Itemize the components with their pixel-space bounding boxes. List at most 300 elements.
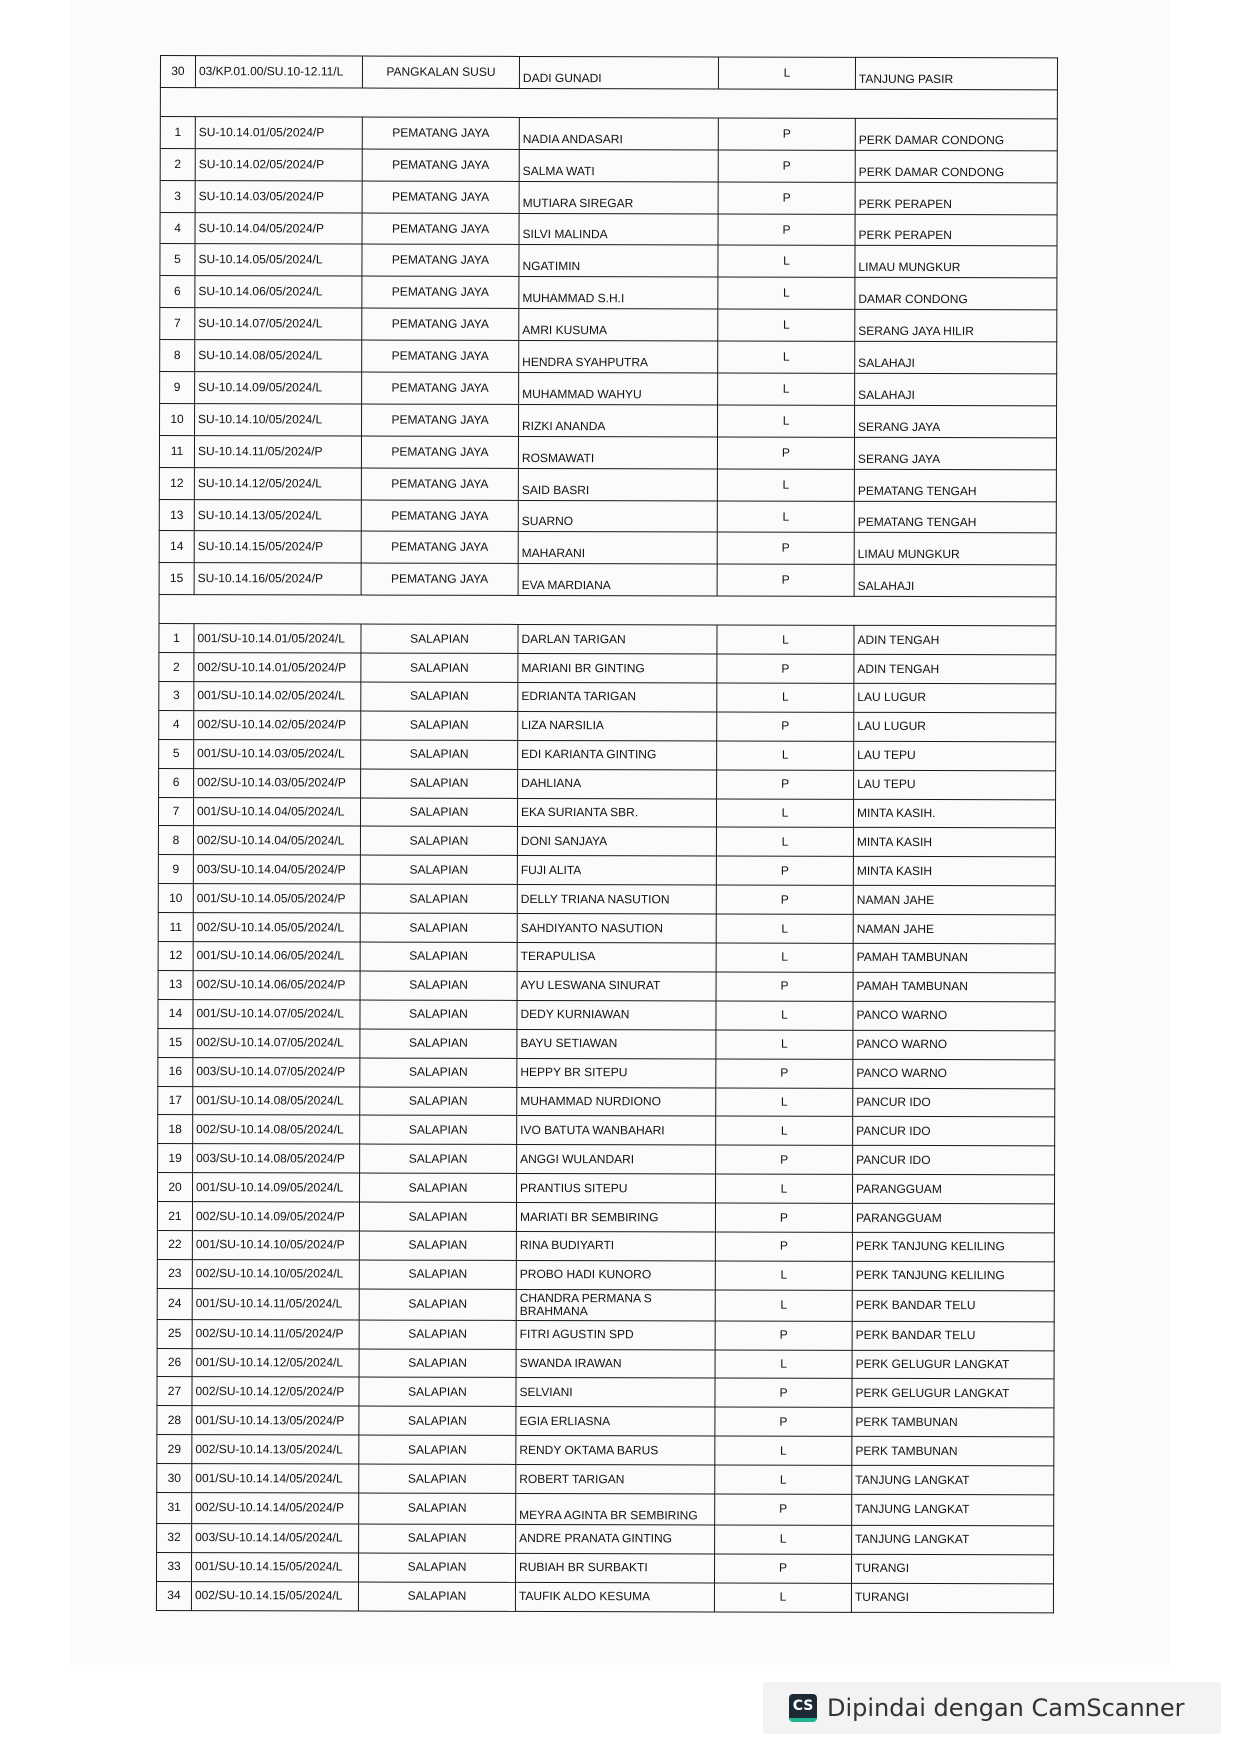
registration-number-cell: SU-10.14.13/05/2024/L — [194, 499, 361, 531]
registration-number-cell: 002/SU-10.14.08/05/2024/L — [193, 1115, 360, 1144]
gender-cell: L — [716, 1030, 853, 1059]
gender-cell: L — [716, 914, 853, 943]
person-name-cell: SWANDA IRAWAN — [516, 1349, 715, 1378]
gender-cell: L — [718, 277, 855, 309]
kecamatan-cell: SALAPIAN — [359, 1464, 516, 1493]
kecamatan-cell: PEMATANG JAYA — [361, 531, 518, 563]
gender-cell: P — [715, 1203, 852, 1232]
registration-number-cell: SU-10.14.16/05/2024/P — [194, 563, 361, 595]
section-separator — [160, 87, 1057, 118]
table-row — [159, 710, 1056, 741]
row-number-cell: 3 — [160, 180, 195, 212]
table-row — [158, 826, 1055, 857]
gender-cell: P — [715, 1494, 852, 1525]
camscanner-watermark — [763, 1682, 1221, 1734]
village-cell: PERK TANJUNG KELILING — [852, 1232, 1054, 1261]
village-cell: TANJUNG LANGKAT — [852, 1494, 1054, 1525]
village-cell: LIMAU MUNGKUR — [855, 246, 1057, 278]
row-number-cell: 15 — [158, 1028, 193, 1057]
person-name-cell: ANDRE PRANATA GINTING — [516, 1524, 715, 1553]
person-name-cell: CHANDRA PERMANA S BRAHMANA — [516, 1289, 715, 1320]
village-cell: PANCUR IDO — [853, 1088, 1055, 1117]
kecamatan-cell: SALAPIAN — [359, 1320, 516, 1349]
person-name-cell: MUTIARA SIREGAR — [519, 181, 718, 213]
gender-cell: L — [717, 625, 854, 654]
kecamatan-cell: SALAPIAN — [360, 1058, 517, 1087]
person-name-cell: ROSMAWATI — [518, 436, 717, 468]
kecamatan-cell: PANGKALAN SUSU — [362, 56, 519, 88]
registration-number-cell: 001/SU-10.14.04/05/2024/L — [193, 797, 360, 826]
row-number-cell: 25 — [157, 1319, 192, 1348]
row-number-cell: 16 — [158, 1057, 193, 1086]
registration-number-cell: 002/SU-10.14.03/05/2024/P — [194, 768, 361, 797]
kecamatan-cell: SALAPIAN — [359, 1553, 516, 1582]
person-name-cell: MARIANI BR GINTING — [518, 654, 717, 683]
kecamatan-cell: SALAPIAN — [361, 740, 518, 769]
gender-cell: P — [717, 532, 854, 564]
registration-number-cell: SU-10.14.08/05/2024/L — [195, 340, 362, 372]
gender-cell: P — [717, 564, 854, 596]
kecamatan-cell: SALAPIAN — [360, 1115, 517, 1144]
gender-cell: L — [716, 1001, 853, 1030]
registration-number-cell: 001/SU-10.14.09/05/2024/L — [192, 1173, 359, 1202]
row-number-cell: 12 — [159, 467, 194, 499]
person-name-cell: AMRI KUSUMA — [519, 309, 718, 341]
person-name-cell: DELLY TRIANA NASUTION — [517, 885, 716, 914]
section-separator — [159, 595, 1056, 626]
gender-cell: L — [718, 405, 855, 437]
person-name-cell: ANGGI WULANDARI — [517, 1145, 716, 1174]
table-row — [158, 855, 1055, 886]
person-name-cell: MUHAMMAD S.H.I — [519, 277, 718, 309]
village-cell: SERANG JAYA — [854, 437, 1056, 469]
gender-cell: L — [715, 1465, 852, 1494]
village-cell: PERK BANDAR TELU — [852, 1321, 1054, 1350]
village-cell: TANJUNG PASIR — [855, 57, 1057, 89]
table-row — [158, 1115, 1055, 1146]
table-row — [160, 212, 1057, 246]
row-number-cell: 19 — [158, 1144, 193, 1173]
row-number-cell: 17 — [158, 1086, 193, 1115]
row-number-cell: 11 — [158, 913, 193, 942]
kecamatan-cell: SALAPIAN — [359, 1406, 516, 1435]
village-cell: LAU TEPU — [854, 770, 1056, 799]
table-row — [158, 942, 1055, 973]
kecamatan-cell: PEMATANG JAYA — [362, 276, 519, 308]
person-name-cell: DARLAN TARIGAN — [518, 625, 717, 654]
row-number-cell: 23 — [157, 1259, 192, 1288]
row-number-cell: 22 — [157, 1230, 192, 1259]
row-number-cell: 21 — [157, 1202, 192, 1231]
separator-cell — [159, 595, 1056, 626]
row-number-cell: 29 — [157, 1435, 192, 1464]
table-row — [160, 148, 1057, 182]
watermark-label: Dipindai dengan CamScanner — [827, 1694, 1185, 1722]
gender-cell: P — [717, 770, 854, 799]
person-name-cell: SUARNO — [518, 500, 717, 532]
kecamatan-cell: SALAPIAN — [360, 942, 517, 971]
registration-number-cell: SU-10.14.05/05/2024/L — [195, 244, 362, 276]
row-number-cell: 26 — [157, 1348, 192, 1377]
row-number-cell: 3 — [159, 682, 194, 711]
registration-table — [156, 55, 1058, 1613]
kecamatan-cell: SALAPIAN — [359, 1493, 516, 1524]
registration-number-cell: 001/SU-10.14.01/05/2024/L — [194, 624, 361, 653]
kecamatan-cell: PEMATANG JAYA — [361, 436, 518, 468]
person-name-cell: RINA BUDIYARTI — [516, 1231, 715, 1260]
kecamatan-cell: SALAPIAN — [360, 1087, 517, 1116]
village-cell: SALAHAJI — [855, 373, 1057, 405]
registration-number-cell: 002/SU-10.14.15/05/2024/L — [191, 1581, 358, 1610]
table-row — [160, 116, 1057, 150]
person-name-cell: HENDRA SYAHPUTRA — [519, 341, 718, 373]
person-name-cell: SAHDIYANTO NASUTION — [517, 914, 716, 943]
row-number-cell: 5 — [159, 739, 194, 768]
person-name-cell: SALMA WATI — [519, 149, 718, 181]
kecamatan-cell: PEMATANG JAYA — [362, 244, 519, 276]
kecamatan-cell: SALAPIAN — [360, 798, 517, 827]
kecamatan-cell: SALAPIAN — [359, 1231, 516, 1260]
table-row — [159, 739, 1056, 770]
row-number-cell: 5 — [160, 244, 195, 276]
person-name-cell: TAUFIK ALDO KESUMA — [515, 1582, 714, 1611]
registration-number-cell: 003/SU-10.14.14/05/2024/L — [192, 1523, 359, 1552]
gender-cell: P — [716, 1145, 853, 1174]
village-cell: PERK GELUGUR LANGKAT — [852, 1350, 1054, 1379]
row-number-cell: 4 — [160, 212, 195, 244]
row-number-cell: 12 — [158, 942, 193, 971]
row-number-cell: 33 — [157, 1552, 192, 1581]
village-cell: TANJUNG LANGKAT — [852, 1465, 1054, 1494]
village-cell: MINTA KASIH. — [853, 799, 1055, 828]
person-name-cell: EDRIANTA TARIGAN — [518, 682, 717, 711]
gender-cell: L — [716, 799, 853, 828]
registration-number-cell: SU-10.14.02/05/2024/P — [195, 148, 362, 180]
person-name-cell: MEYRA AGINTA BR SEMBIRING — [516, 1493, 715, 1524]
registration-number-cell: 003/SU-10.14.04/05/2024/P — [193, 855, 360, 884]
kecamatan-cell: SALAPIAN — [359, 1377, 516, 1406]
table-row — [158, 1028, 1055, 1059]
village-cell: PERK GELUGUR LANGKAT — [852, 1379, 1054, 1408]
table-row — [159, 563, 1056, 597]
table-row — [158, 1144, 1055, 1175]
registration-number-cell: 002/SU-10.14.01/05/2024/P — [194, 653, 361, 682]
row-number-cell: 28 — [157, 1406, 192, 1435]
registration-number-cell: 002/SU-10.14.02/05/2024/P — [194, 711, 361, 740]
registration-number-cell: 002/SU-10.14.06/05/2024/P — [193, 971, 360, 1000]
row-number-cell: 7 — [158, 797, 193, 826]
gender-cell: L — [715, 1349, 852, 1378]
table-row — [157, 1348, 1054, 1379]
table-row — [157, 1523, 1054, 1554]
village-cell: NAMAN JAHE — [853, 886, 1055, 915]
row-number-cell: 6 — [160, 276, 195, 308]
person-name-cell: EGIA ERLIASNA — [516, 1407, 715, 1436]
gender-cell: L — [715, 1261, 852, 1290]
table-row — [158, 1057, 1055, 1088]
person-name-cell: MARIATI BR SEMBIRING — [516, 1202, 715, 1231]
row-number-cell: 8 — [158, 826, 193, 855]
kecamatan-cell: SALAPIAN — [361, 624, 518, 653]
kecamatan-cell: PEMATANG JAYA — [361, 563, 518, 595]
village-cell: SERANG JAYA — [855, 405, 1057, 437]
kecamatan-cell: SALAPIAN — [360, 884, 517, 913]
registration-number-cell: 002/SU-10.14.12/05/2024/P — [192, 1377, 359, 1406]
table-row — [159, 435, 1056, 469]
registration-number-cell: SU-10.14.15/05/2024/P — [194, 531, 361, 563]
registration-number-cell: SU-10.14.11/05/2024/P — [194, 435, 361, 467]
village-cell: SERANG JAYA HILIR — [855, 310, 1057, 342]
village-cell: PAMAH TAMBUNAN — [853, 943, 1055, 972]
table-row — [158, 913, 1055, 944]
person-name-cell: RENDY OKTAMA BARUS — [516, 1436, 715, 1465]
kecamatan-cell: PEMATANG JAYA — [361, 500, 518, 532]
table-row — [157, 1230, 1054, 1261]
table-row — [160, 403, 1057, 437]
gender-cell: P — [718, 214, 855, 246]
kecamatan-cell: SALAPIAN — [360, 1144, 517, 1173]
table-row — [157, 1464, 1054, 1495]
registration-number-cell: 001/SU-10.14.12/05/2024/L — [192, 1348, 359, 1377]
table-row — [157, 1377, 1054, 1408]
person-name-cell: MUHAMMAD WAHYU — [519, 372, 718, 404]
registration-number-cell: 03/KP.01.00/SU.10-12.11/L — [195, 56, 362, 88]
kecamatan-cell: SALAPIAN — [360, 1029, 517, 1058]
kecamatan-cell: PEMATANG JAYA — [362, 149, 519, 181]
row-number-cell: 34 — [156, 1581, 191, 1610]
person-name-cell: NADIA ANDASARI — [519, 117, 718, 149]
person-name-cell: DONI SANJAYA — [517, 827, 716, 856]
person-name-cell: MUHAMMAD NURDIONO — [517, 1087, 716, 1116]
kecamatan-cell: SALAPIAN — [360, 827, 517, 856]
kecamatan-cell: SALAPIAN — [361, 653, 518, 682]
village-cell: PANCO WARNO — [853, 1001, 1055, 1030]
village-cell: MINTA KASIH — [853, 828, 1055, 857]
table-row — [157, 1492, 1054, 1525]
row-number-cell: 13 — [158, 970, 193, 999]
table-row — [157, 1406, 1054, 1437]
gender-cell: L — [716, 1116, 853, 1145]
table-row — [157, 1259, 1054, 1290]
person-name-cell: PROBO HADI KUNORO — [516, 1260, 715, 1289]
gender-cell: P — [715, 1232, 852, 1261]
row-number-cell: 14 — [159, 531, 194, 563]
village-cell: PERK DAMAR CONDONG — [855, 150, 1057, 182]
village-cell: PERK TAMBUNAN — [852, 1408, 1054, 1437]
registration-number-cell: 002/SU-10.14.09/05/2024/P — [192, 1202, 359, 1231]
table-row — [158, 1086, 1055, 1117]
row-number-cell: 4 — [159, 710, 194, 739]
kecamatan-cell: SALAPIAN — [360, 1000, 517, 1029]
village-cell: PAMAH TAMBUNAN — [853, 972, 1055, 1001]
row-number-cell: 2 — [160, 148, 195, 180]
kecamatan-cell: SALAPIAN — [360, 971, 517, 1000]
registration-number-cell: SU-10.14.04/05/2024/P — [195, 212, 362, 244]
gender-cell: L — [718, 373, 855, 405]
row-number-cell: 24 — [157, 1288, 192, 1319]
person-name-cell: EDI KARIANTA GINTING — [518, 740, 717, 769]
person-name-cell: EVA MARDIANA — [518, 564, 717, 596]
table-row — [158, 970, 1055, 1001]
village-cell: SALAHAJI — [854, 565, 1056, 597]
village-cell: SALAHAJI — [855, 341, 1057, 373]
registration-number-cell: 001/SU-10.14.14/05/2024/L — [192, 1464, 359, 1493]
registration-number-cell: 003/SU-10.14.07/05/2024/P — [193, 1057, 360, 1086]
separator-cell — [160, 87, 1057, 118]
village-cell: PERK TANJUNG KELILING — [852, 1261, 1054, 1290]
gender-cell: L — [717, 469, 854, 501]
registration-number-cell: 002/SU-10.14.14/05/2024/P — [192, 1493, 359, 1524]
table-row — [159, 768, 1056, 799]
village-cell: MINTA KASIH — [853, 857, 1055, 886]
gender-cell: L — [715, 1436, 852, 1465]
village-cell: LAU LUGUR — [854, 712, 1056, 741]
gender-cell: P — [716, 885, 853, 914]
kecamatan-cell: SALAPIAN — [359, 1349, 516, 1378]
registration-number-cell: 001/SU-10.14.08/05/2024/L — [193, 1086, 360, 1115]
registration-number-cell: SU-10.14.09/05/2024/L — [195, 372, 362, 404]
village-cell: DAMAR CONDONG — [855, 278, 1057, 310]
table-row — [157, 1319, 1054, 1350]
kecamatan-cell: SALAPIAN — [359, 1173, 516, 1202]
registration-number-cell: SU-10.14.07/05/2024/L — [195, 308, 362, 340]
person-name-cell: LIZA NARSILIA — [518, 711, 717, 740]
table-row — [159, 531, 1056, 565]
person-name-cell: AYU LESWANA SINURAT — [517, 971, 716, 1000]
person-name-cell: DEDY KURNIAWAN — [517, 1000, 716, 1029]
row-number-cell: 2 — [159, 653, 194, 682]
village-cell: PARANGGUAM — [852, 1174, 1054, 1203]
person-name-cell: SELVIANI — [516, 1378, 715, 1407]
village-cell: ADIN TENGAH — [854, 654, 1056, 683]
gender-cell: L — [715, 1525, 852, 1554]
village-cell: PANCO WARNO — [853, 1030, 1055, 1059]
village-cell: TURANGI — [851, 1583, 1053, 1612]
gender-cell: P — [718, 182, 855, 214]
camscanner-logo-icon: CS — [789, 1694, 817, 1722]
registration-number-cell: SU-10.14.10/05/2024/L — [195, 403, 362, 435]
registration-number-cell: 002/SU-10.14.10/05/2024/L — [192, 1259, 359, 1288]
person-name-cell: NGATIMIN — [519, 245, 718, 277]
table-row — [157, 1288, 1054, 1321]
kecamatan-cell: PEMATANG JAYA — [362, 340, 519, 372]
gender-cell: L — [716, 827, 853, 856]
person-name-cell: PRANTIUS SITEPU — [516, 1174, 715, 1203]
kecamatan-cell: SALAPIAN — [359, 1289, 516, 1320]
kecamatan-cell: PEMATANG JAYA — [361, 468, 518, 500]
registration-number-cell: SU-10.14.03/05/2024/P — [195, 180, 362, 212]
table-row — [159, 624, 1056, 655]
kecamatan-cell: PEMATANG JAYA — [362, 117, 519, 149]
village-cell: PEMATANG TENGAH — [854, 501, 1056, 533]
kecamatan-cell: SALAPIAN — [360, 855, 517, 884]
village-cell: PERK DAMAR CONDONG — [855, 118, 1057, 150]
gender-cell: L — [717, 683, 854, 712]
row-number-cell: 6 — [159, 768, 194, 797]
gender-cell: L — [718, 309, 855, 341]
registration-number-cell: 001/SU-10.14.07/05/2024/L — [193, 999, 360, 1028]
gender-cell: L — [714, 1583, 851, 1612]
person-name-cell: DADI GUNADI — [519, 56, 718, 88]
gender-cell: L — [718, 57, 855, 89]
kecamatan-cell: PEMATANG JAYA — [362, 181, 519, 213]
table-row — [156, 1581, 1053, 1612]
table-row — [160, 56, 1057, 90]
person-name-cell: FUJI ALITA — [517, 856, 716, 885]
village-cell: PANCUR IDO — [853, 1146, 1055, 1175]
registration-number-cell: 002/SU-10.14.05/05/2024/L — [193, 913, 360, 942]
table-row — [159, 682, 1056, 713]
registration-number-cell: 001/SU-10.14.11/05/2024/L — [192, 1288, 359, 1319]
gender-cell: L — [717, 741, 854, 770]
gender-cell: L — [718, 245, 855, 277]
row-number-cell: 9 — [158, 855, 193, 884]
row-number-cell: 27 — [157, 1377, 192, 1406]
village-cell: ADIN TENGAH — [854, 626, 1056, 655]
row-number-cell: 32 — [157, 1523, 192, 1552]
gender-cell: P — [715, 1554, 852, 1583]
person-name-cell: MAHARANI — [518, 532, 717, 564]
gender-cell: L — [715, 1290, 852, 1321]
gender-cell: P — [718, 118, 855, 150]
row-number-cell: 8 — [160, 340, 195, 372]
gender-cell: P — [717, 654, 854, 683]
kecamatan-cell: PEMATANG JAYA — [362, 308, 519, 340]
table-row — [158, 797, 1055, 828]
person-name-cell: TERAPULISA — [517, 942, 716, 971]
kecamatan-cell: SALAPIAN — [361, 711, 518, 740]
table-row — [160, 180, 1057, 214]
table-row — [159, 499, 1056, 533]
gender-cell: L — [715, 1174, 852, 1203]
kecamatan-cell: PEMATANG JAYA — [362, 372, 519, 404]
village-cell: PARANGGUAM — [852, 1203, 1054, 1232]
row-number-cell: 11 — [159, 435, 194, 467]
village-cell: LIMAU MUNGKUR — [854, 533, 1056, 565]
table-row — [160, 372, 1057, 406]
registration-number-cell: 001/SU-10.14.05/05/2024/P — [193, 884, 360, 913]
person-name-cell: HEPPY BR SITEPU — [517, 1058, 716, 1087]
registration-number-cell: SU-10.14.06/05/2024/L — [195, 276, 362, 308]
table-row — [160, 244, 1057, 278]
village-cell: NAMAN JAHE — [853, 914, 1055, 943]
table-row — [157, 1173, 1054, 1204]
gender-cell: P — [718, 150, 855, 182]
person-name-cell: EKA SURIANTA SBR. — [517, 798, 716, 827]
kecamatan-cell: PEMATANG JAYA — [362, 404, 519, 436]
kecamatan-cell: SALAPIAN — [359, 1435, 516, 1464]
row-number-cell: 20 — [157, 1173, 192, 1202]
row-number-cell: 15 — [159, 563, 194, 595]
kecamatan-cell: SALAPIAN — [361, 769, 518, 798]
person-name-cell: RIZKI ANANDA — [519, 404, 718, 436]
gender-cell: P — [715, 1407, 852, 1436]
person-name-cell: SAID BASRI — [518, 468, 717, 500]
registration-number-cell: 001/SU-10.14.13/05/2024/P — [192, 1406, 359, 1435]
gender-cell: L — [716, 943, 853, 972]
table-row — [160, 308, 1057, 342]
village-cell: PERK PERAPEN — [855, 214, 1057, 246]
gender-cell: P — [715, 1378, 852, 1407]
village-cell: TURANGI — [852, 1554, 1054, 1583]
registration-number-cell: 001/SU-10.14.03/05/2024/L — [194, 739, 361, 768]
table-row — [160, 276, 1057, 310]
table-row — [158, 999, 1055, 1030]
person-name-cell: IVO BATUTA WANBAHARI — [517, 1116, 716, 1145]
kecamatan-cell: SALAPIAN — [359, 1202, 516, 1231]
person-name-cell: BAYU SETIAWAN — [517, 1029, 716, 1058]
village-cell: PERK TAMBUNAN — [852, 1437, 1054, 1466]
